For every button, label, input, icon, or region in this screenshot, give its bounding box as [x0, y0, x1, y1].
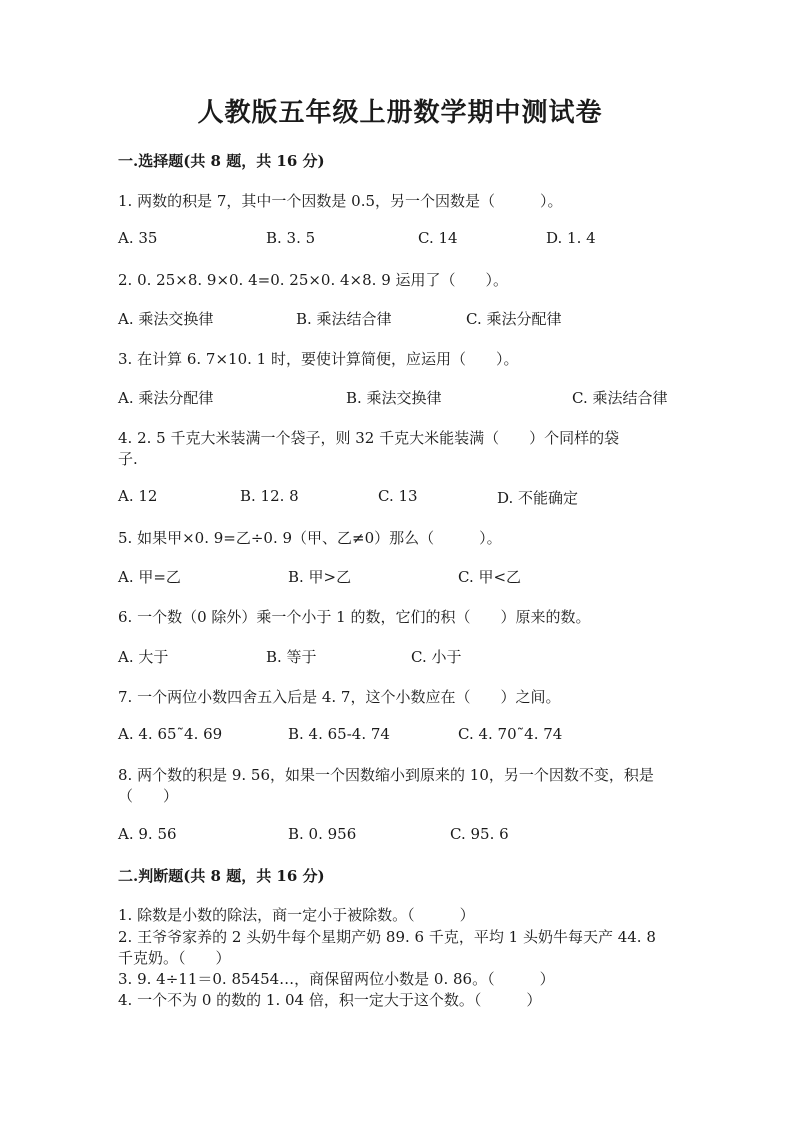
q5-option-c: C. 甲<乙 — [458, 568, 522, 586]
section-heading-judgment: 二.判断题(共 8 题，共 16 分) — [118, 867, 325, 885]
page-title: 人教版五年级上册数学期中测试卷 — [197, 98, 603, 128]
question-5: 5. 如果甲×0. 9=乙÷0. 9（甲、乙≠0）那么（ ）。 — [118, 529, 502, 547]
q6-option-c: C. 小于 — [411, 648, 462, 666]
q4-option-b: B. 12. 8 — [240, 487, 299, 505]
q1-option-a: A. 35 — [118, 229, 158, 247]
q1-option-c: C. 14 — [418, 229, 458, 247]
question-4-line-1: 4. 2. 5 千克大米装满一个袋子，则 32 千克大米能装满（ ）个同样的袋 — [118, 429, 620, 447]
q5-option-b: B. 甲>乙 — [288, 568, 352, 586]
q3-option-b: B. 乘法交换律 — [346, 389, 442, 407]
question-1: 1. 两数的积是 7，其中一个因数是 0.5，另一个因数是（ ）。 — [118, 192, 563, 210]
q2-option-c: C. 乘法分配律 — [466, 310, 562, 328]
q7-option-b: B. 4. 65-4. 74 — [288, 725, 390, 743]
q7-option-a: A. 4. 65˜4. 69 — [118, 725, 223, 743]
q3-option-c: C. 乘法结合律 — [572, 389, 668, 407]
q2-option-b: B. 乘法结合律 — [296, 310, 392, 328]
q2-option-a: A. 乘法交换律 — [118, 310, 214, 328]
q8-option-c: C. 95. 6 — [450, 825, 509, 843]
judgment-1: 1. 除数是小数的除法，商一定小于被除数。（ ） — [118, 906, 475, 924]
question-3: 3. 在计算 6. 7×10. 1 时，要使计算简便，应运用（ ）。 — [118, 350, 519, 368]
question-8-line-2: （ ） — [118, 787, 179, 805]
q6-option-a: A. 大于 — [118, 648, 169, 666]
q1-option-b: B. 3. 5 — [266, 229, 316, 247]
q5-option-a: A. 甲=乙 — [118, 568, 181, 586]
question-2: 2. 0. 25×8. 9×0. 4=0. 25×0. 4×8. 9 运用了（ ）。 — [118, 271, 509, 289]
q4-option-c: C. 13 — [378, 487, 418, 505]
question-6: 6. 一个数（0 除外）乘一个小于 1 的数，它们的积（ ）原来的数。 — [118, 608, 591, 626]
q4-option-a: A. 12 — [118, 487, 158, 505]
q3-option-a: A. 乘法分配律 — [118, 389, 214, 407]
q4-option-d: D. 不能确定 — [497, 489, 579, 507]
q6-option-b: B. 等于 — [266, 648, 317, 666]
q1-option-d: D. 1. 4 — [546, 229, 596, 247]
q8-option-a: A. 9. 56 — [118, 825, 177, 843]
section-heading-choice: 一.选择题(共 8 题，共 16 分) — [118, 152, 325, 170]
q8-option-b: B. 0. 956 — [288, 825, 357, 843]
judgment-2-line-2: 千克奶。（ ） — [118, 949, 231, 967]
judgment-4: 4. 一个不为 0 的数的 1. 04 倍，积一定大于这个数。（ ） — [118, 991, 542, 1009]
judgment-2-line-1: 2. 王爷爷家养的 2 头奶牛每个星期产奶 89. 6 千克，平均 1 头奶牛每天产 44. 8 — [118, 928, 656, 946]
q7-option-c: C. 4. 70˜4. 74 — [458, 725, 563, 743]
question-4-line-2: 子. — [118, 450, 138, 468]
question-8-line-1: 8. 两个数的积是 9. 56，如果一个因数缩小到原来的 10，另一个因数不变，积是 — [118, 766, 654, 784]
question-7: 7. 一个两位小数四舍五入后是 4. 7，这个小数应在（ ）之间。 — [118, 688, 561, 706]
judgment-3: 3. 9. 4÷11＝0. 85454…，商保留两位小数是 0. 86。（ ） — [118, 970, 555, 988]
